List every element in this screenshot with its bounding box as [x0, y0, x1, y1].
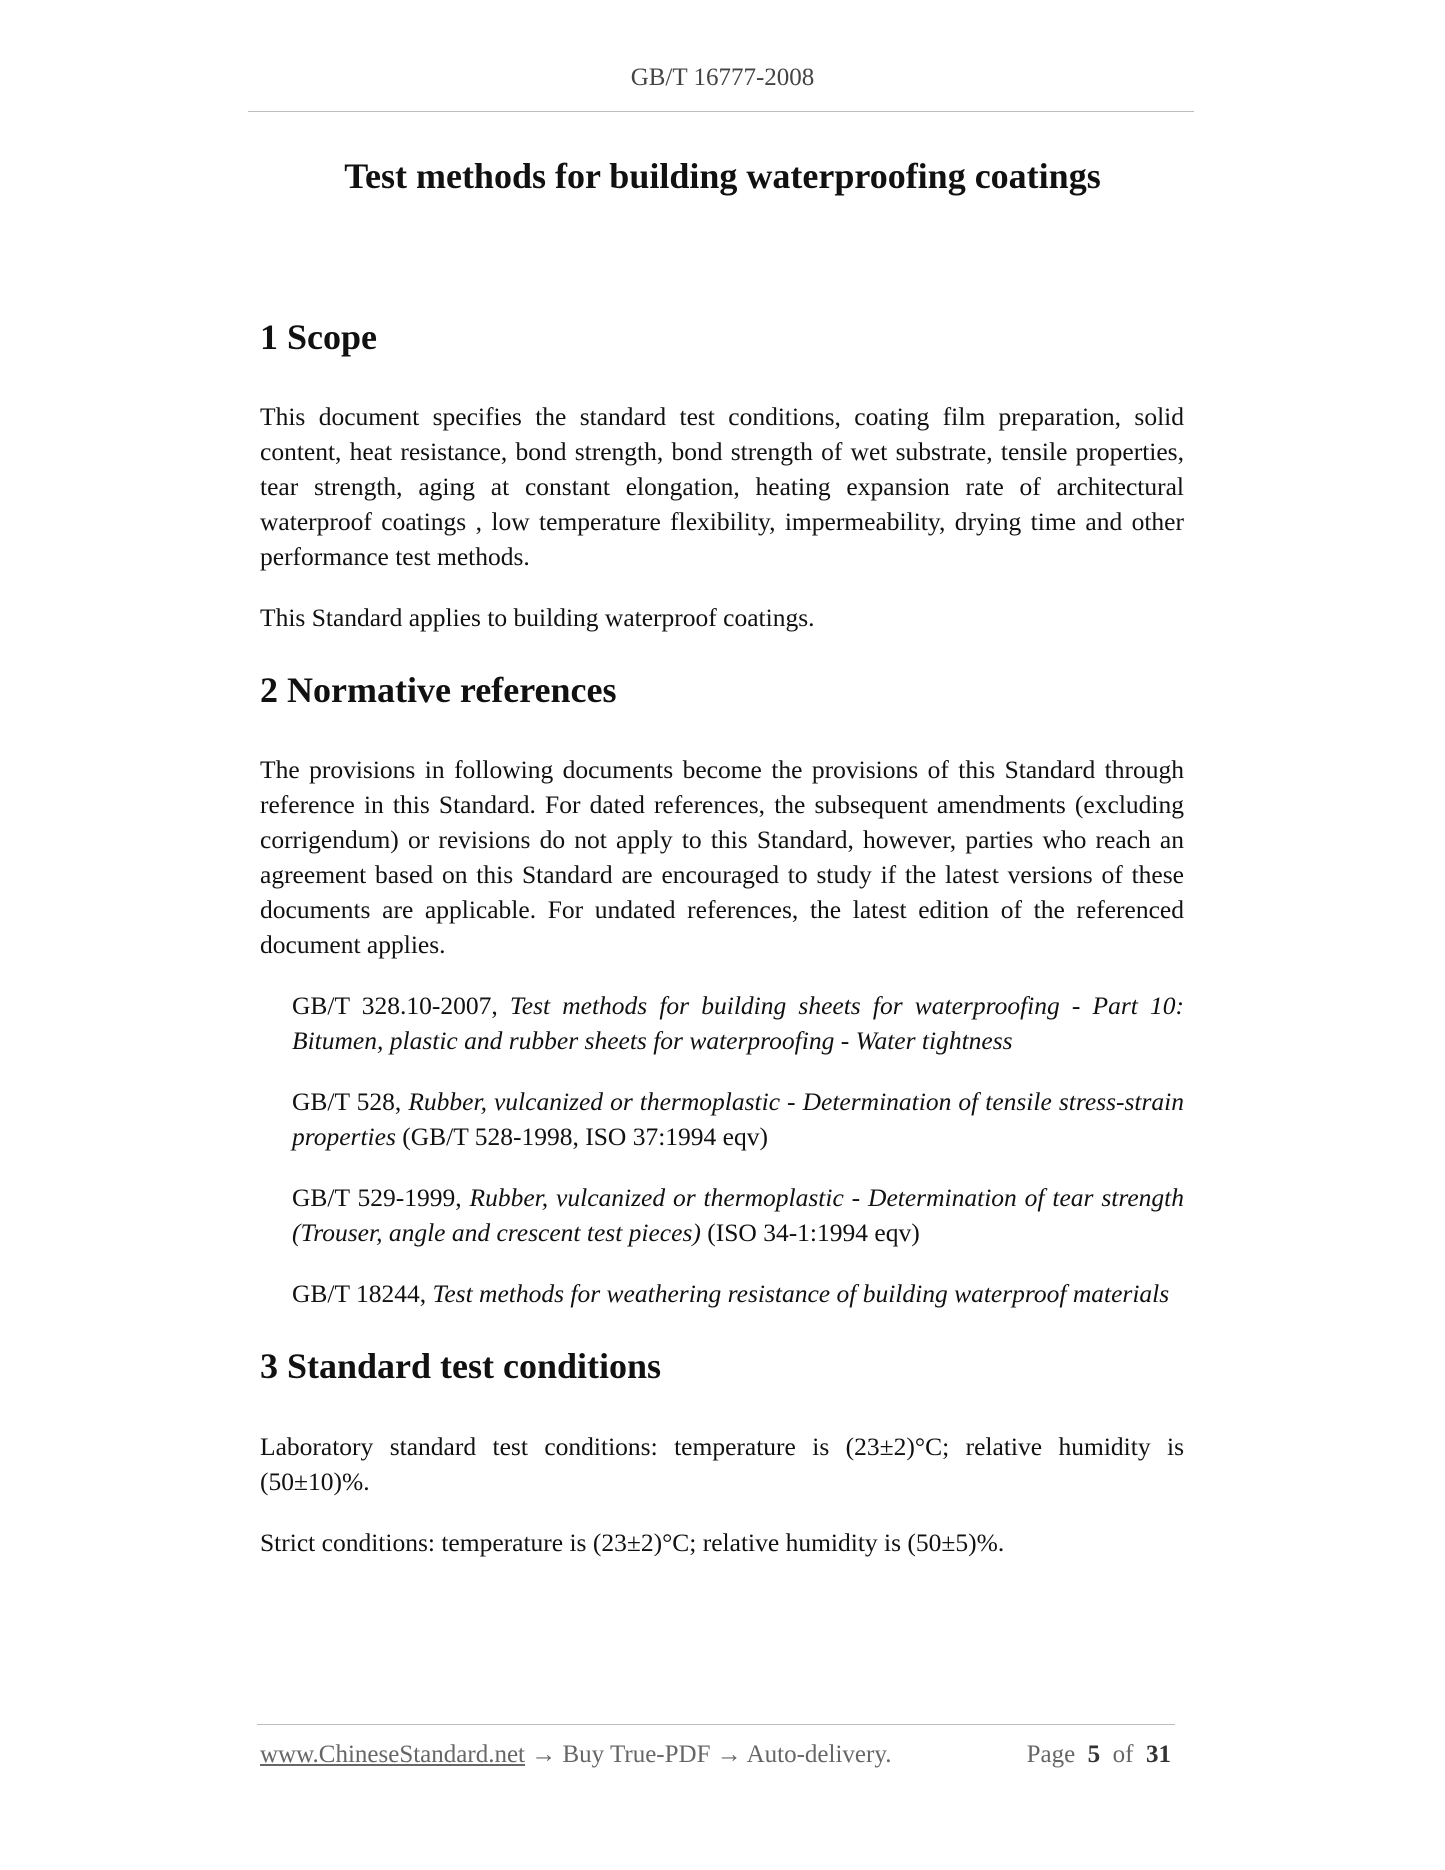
- reference-item: [292, 1180, 1184, 1250]
- of-label: of: [1112, 1741, 1134, 1768]
- buy-text: Buy True-PDF: [562, 1741, 711, 1768]
- website-link[interactable]: www.ChineseStandard.net: [260, 1741, 525, 1768]
- arrow-icon: →: [710, 1741, 747, 1768]
- conditions-paragraph-2: Strict conditions: temperature is (23±2)°C; relative humidity is (50±5)%.: [260, 1527, 1005, 1557]
- reference-item: [292, 1084, 1184, 1154]
- footer-divider: [257, 1724, 1175, 1725]
- reference-title: Test methods for weathering resistance of building waterproof materials: [432, 1279, 1170, 1309]
- reference-item: [292, 1276, 1184, 1311]
- scope-paragraph-2: This Standard applies to building waterproof coatings.: [260, 603, 815, 633]
- scope-paragraph-1: This document specifies the standard test conditions, coating film preparation, solid content, heat resistance, bond strength, bond strength of wet substrate, tensile properties, tear strength, aging at constant elongation, heating expansion rate of architectural waterproof coatings , low temperature flexibility, impermeability, drying time and other performance test methods.: [260, 402, 1184, 572]
- footer-left: [260, 1741, 891, 1769]
- reference-code: GB/T 18244,: [292, 1279, 433, 1309]
- reference-code: GB/T 529-1999,: [292, 1183, 470, 1213]
- reference-item: [292, 988, 1184, 1058]
- reference-code: GB/T 528,: [292, 1087, 409, 1117]
- page-number: 5: [1087, 1741, 1101, 1768]
- document-body: [260, 316, 1184, 1560]
- reference-code: GB/T 328.10-2007,: [292, 991, 510, 1021]
- page-label: Page: [1026, 1741, 1076, 1768]
- section-heading-test-conditions: 3 Standard test conditions: [260, 1346, 662, 1387]
- document-title: Test methods for building waterproofing coatings: [344, 156, 1101, 196]
- header-divider: [248, 111, 1194, 112]
- normative-paragraph: The provisions in following documents become the provisions of this Standard through reference in this Standard. For dated references, the subsequent amendments (excluding corrigendum) or revisions do not apply to this Standard, however, parties who reach an agreement based on this Standard are encouraged to study if the latest versions of these documents are applicable. For undated references, the latest edition of the referenced document applies.: [260, 755, 1184, 960]
- reference-title: Rubber, vulcanized or thermoplastic - Determination of tensile stress-strain properties: [292, 1087, 1184, 1152]
- page-indicator: [1027, 1741, 1171, 1769]
- section-heading-scope: 1 Scope: [260, 317, 377, 357]
- page-total: 31: [1146, 1741, 1171, 1768]
- reference-title: Test methods for building sheets for waterproofing - Part 10: Bitumen, plastic and rubber sheets for waterproofing - Water tightness: [292, 991, 1184, 1056]
- running-header: GB/T 16777-2008: [630, 64, 815, 91]
- reference-suffix: (ISO 34-1:1994 eqv): [700, 1218, 920, 1248]
- reference-suffix: (GB/T 528-1998, ISO 37:1994 eqv): [395, 1122, 768, 1152]
- conditions-paragraph-1: Laboratory standard test conditions: temperature is (23±2)°C; relative humidity is (50±10)%.: [260, 1431, 1184, 1496]
- delivery-text: Auto-delivery.: [746, 1741, 892, 1768]
- reference-title: Rubber, vulcanized or thermoplastic - Determination of tear strength (Trouser, angle and crescent test pieces): [292, 1183, 1184, 1248]
- section-heading-normative-references: 2 Normative references: [260, 670, 617, 711]
- arrow-icon: →: [525, 1741, 563, 1768]
